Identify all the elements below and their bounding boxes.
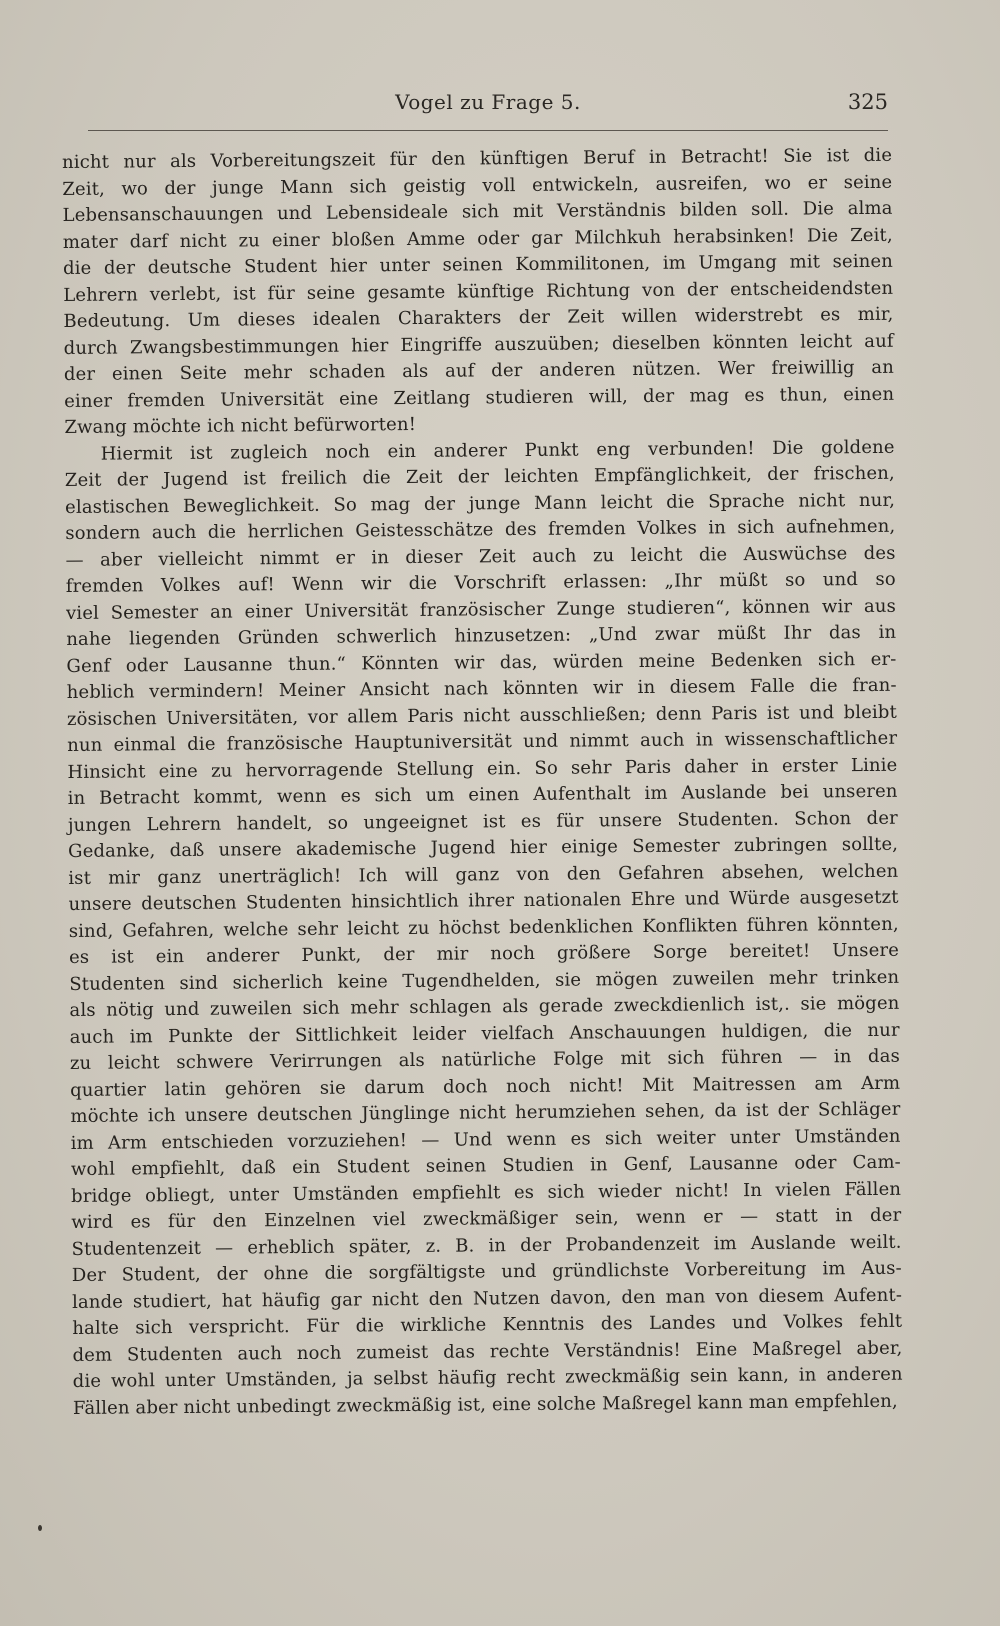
text-line: Genf oder Lausanne thun.“ Könnten wir das, würden meine Bedenken sich er- xyxy=(66,648,897,677)
ink-smudge xyxy=(38,1525,42,1531)
page-header xyxy=(88,90,888,124)
text-line: Zeit, wo der junge Mann sich geistig voll entwickeln, ausreifen, wo er seine xyxy=(62,171,893,200)
header-rule xyxy=(88,130,888,131)
text-line: nun einmal die französische Hauptuniversität und nimmt auch in wissenschaftlicher xyxy=(67,727,898,756)
text-line: mater darf nicht zu einer bloßen Amme oder gar Milchkuh herabsinken! Die Zeit, xyxy=(62,224,893,253)
text-line: quartier latin gehören sie darum doch noch nicht! Mit Maitressen am Arm xyxy=(70,1072,901,1101)
text-line: halte sich verspricht. Für die wirkliche Kenntnis des Landes und Volkes fehlt xyxy=(72,1310,903,1339)
text-line: dem Studenten auch noch zumeist das rechte Verständnis! Eine Maßregel aber, xyxy=(72,1337,903,1366)
text-line: die der deutsche Student hier unter seinen Kommilitonen, im Umgang mit seinen xyxy=(62,250,894,279)
text-line: zösischen Universitäten, vor allem Paris nicht ausschließen; denn Paris ist und bleibt xyxy=(66,701,898,730)
text-line: die wohl unter Umständen, ja selbst häufig recht zweckmäßig sein kann, in anderen xyxy=(72,1363,903,1392)
text-line: möchte ich unsere deutschen Jünglinge nicht herumziehen sehen, da ist der Schläger xyxy=(70,1098,901,1127)
text-line: jungen Lehrern handelt, so ungeeignet ist es für unsere Studenten. Schon der xyxy=(67,807,898,836)
text-line: in Betracht kommt, wenn es sich um einen Aufenthalt im Auslande bei unseren xyxy=(67,780,898,809)
text-line: unsere deutschen Studenten hinsichtlich ihrer nationalen Ehre und Würde ausgesetzt xyxy=(68,886,899,915)
text-line: Zeit der Jugend ist freilich die Zeit der leichten Empfänglichkeit, der frischen, xyxy=(64,462,895,491)
text-line: lande studiert, hat häufig gar nicht den Nutzen davon, den man von diesem Aufent- xyxy=(71,1284,903,1313)
text-line: Fällen aber nicht unbedingt zweckmäßig ist, eine solche Maßregel kann man empfehlen, xyxy=(72,1390,898,1419)
text-line: bridge obliegt, unter Umständen empfiehlt es sich wieder nicht! In vielen Fällen xyxy=(71,1178,902,1207)
text-line: Hiermit ist zugleich noch ein anderer Punkt eng verbunden! Die goldene xyxy=(100,436,895,465)
text-line: heblich vermindern! Meiner Ansicht nach könnten wir in diesem Falle die fran- xyxy=(66,674,897,703)
text-line: wird es für den Einzelnen viel zweckmäßiger sein, wenn er — statt in der xyxy=(71,1204,902,1233)
text-line: Der Student, der ohne die sorgfältigste und gründlichste Vorbereitung im Aus- xyxy=(71,1257,902,1286)
text-line: sind, Gefahren, welche sehr leicht zu höchst bedenklichen Konflikten führen könnten, xyxy=(68,913,899,942)
text-line: Studentenzeit — erheblich später, z. B. in der Probandenzeit im Auslande weilt. xyxy=(71,1231,902,1260)
text-line: der einen Seite mehr schaden als auf der anderen nützen. Wer freiwillig an xyxy=(63,356,895,385)
page-number: 325 xyxy=(847,90,888,114)
text-line: auch im Punkte der Sittlichkeit leider vielfach Anschauungen huldigen, die nur xyxy=(69,1019,900,1048)
running-head: Vogel zu Frage 5. xyxy=(395,90,581,114)
text-line: Gedanke, daß unsere akademische Jugend hier einige Semester zubringen sollte, xyxy=(68,833,899,862)
text-line: sondern auch die herrlichen Geistesschätze des fremden Volkes in sich aufnehmen, xyxy=(65,515,896,544)
text-line: durch Zwangsbestimmungen hier Eingriffe auszuüben; dieselben könnten leicht auf xyxy=(63,330,894,359)
text-line: Hinsicht eine zu hervorragende Stellung ein. So sehr Paris daher in erster Linie xyxy=(67,754,898,783)
text-line: als nötig und zuweilen sich mehr schlagen als gerade zweckdienlich ist,. sie mögen xyxy=(69,992,900,1021)
text-line: Bedeutung. Um dieses idealen Charakters der Zeit willen widerstrebt es mir, xyxy=(63,303,894,332)
text-line: Zwang möchte ich nicht befürworten! xyxy=(64,413,417,438)
text-line: nahe liegenden Gründen schwerlich hinzusetzen: „Und zwar müßt Ihr das in xyxy=(66,621,897,650)
text-line: wohl empfiehlt, daß ein Student seinen Studien in Genf, Lausanne oder Cam- xyxy=(70,1151,901,1180)
text-line: einer fremden Universität eine Zeitlang studieren will, der mag es thun, einen xyxy=(64,383,895,412)
text-line: viel Semester an einer Universität französischer Zunge studieren“, können wir aus xyxy=(65,595,897,624)
text-line: zu leicht schwere Verirrungen als natürliche Folge mit sich führen — in das xyxy=(69,1045,901,1074)
text-line: es ist ein anderer Punkt, der mir noch größere Sorge bereitet! Unsere xyxy=(68,939,900,968)
text-line: fremden Volkes auf! Wenn wir die Vorschrift erlassen: „Ihr müßt so und so xyxy=(65,568,896,597)
text-line: elastischen Beweglichkeit. So mag der junge Mann leicht die Sprache nicht nur, xyxy=(65,489,896,518)
text-line: — aber vielleicht nimmt er in dieser Zeit auch zu leicht die Auswüchse des xyxy=(65,542,896,571)
body-text xyxy=(62,143,903,1440)
text-line: Lebensanschauungen und Lebensideale sich mit Verständnis bilden soll. Die alma xyxy=(62,197,893,226)
text-line: Lehrern verlebt, ist für seine gesamte künftige Richtung von der entscheidendsten xyxy=(63,277,894,306)
text-line: Studenten sind sicherlich keine Tugendhelden, sie mögen zuweilen mehr trinken xyxy=(69,966,900,995)
text-line: nicht nur als Vorbereitungszeit für den künftigen Beruf in Betracht! Sie ist die xyxy=(62,144,893,173)
text-line: ist mir ganz unerträglich! Ich will ganz von den Gefahren absehen, welchen xyxy=(68,860,899,889)
text-line: im Arm entschieden vorzuziehen! — Und wenn es sich weiter unter Umständen xyxy=(70,1125,901,1154)
